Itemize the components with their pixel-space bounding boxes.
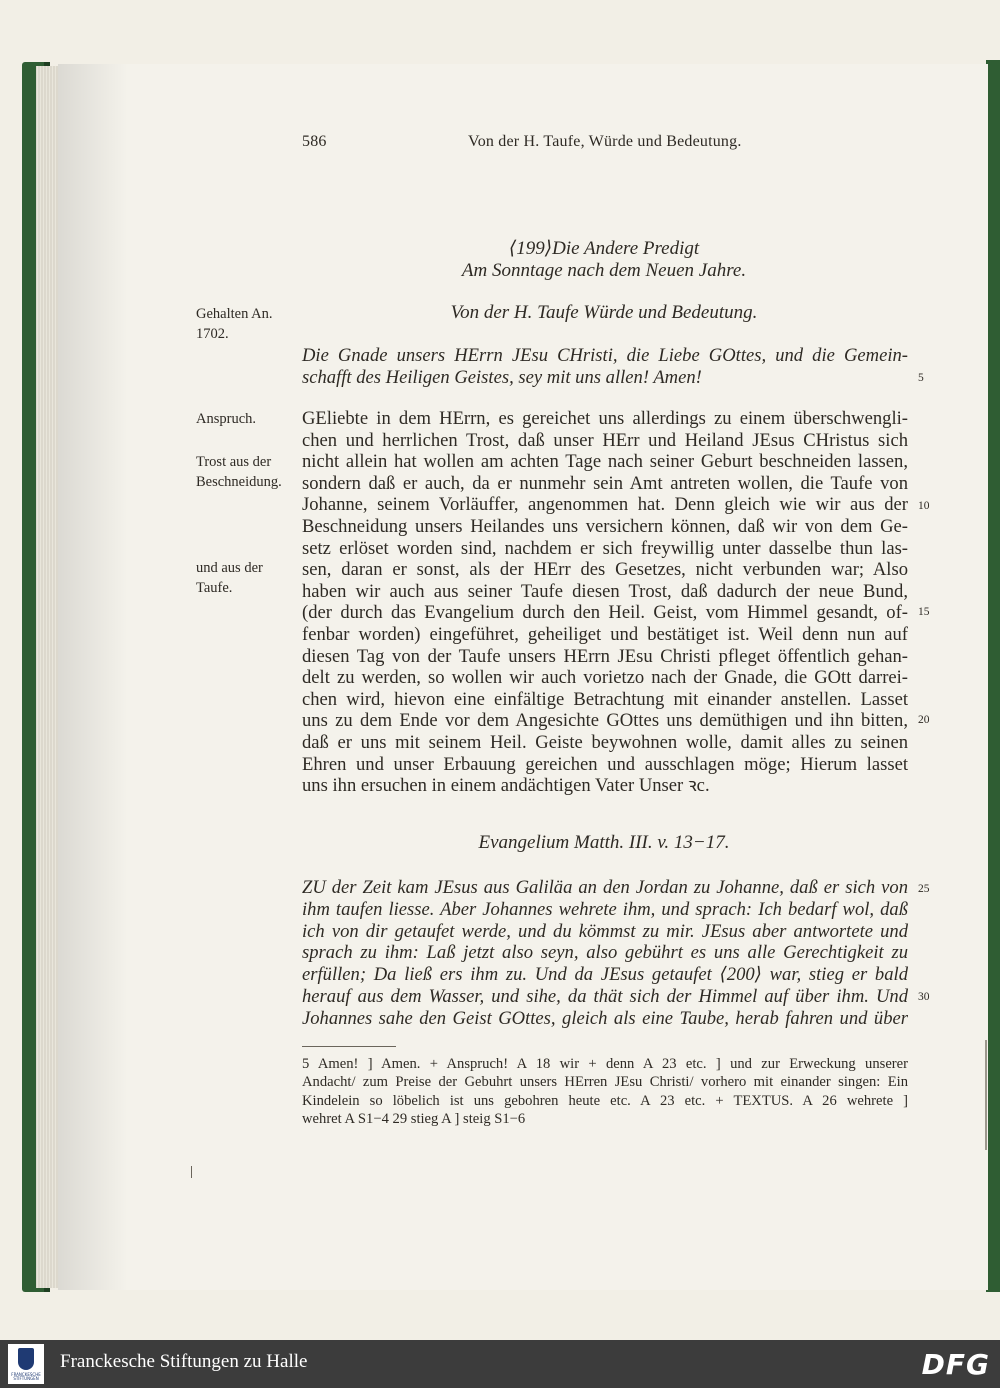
text-line: chen wird, hievon eine einfältige Betrachtung mit einander anstellen. Lasset xyxy=(302,688,908,710)
text-line: ihm taufen liesse. Aber Johannes wehrete ihm, und sprach: Ich bedarf wol, daß xyxy=(302,898,908,920)
text-line: schafft des Heiligen Geistes, sey mit uns allen! Amen! xyxy=(302,366,702,388)
text-line: (der durch das Evangelium durch den Heil. Geist, vom Himmel gesandt, of- xyxy=(302,602,908,624)
line-number: 30 xyxy=(918,991,930,1003)
text-line: uns ihn ersuchen in einem andächtigen Vater Unser ꝛc. xyxy=(302,775,710,797)
text-line: Die Gnade unsers HErrn JEsu CHristi, die Liebe GOttes, und die Gemein- xyxy=(302,345,908,366)
text-line: Beschneidung unsers Heilandes uns versichern können, daß wir von dem Ge- xyxy=(302,515,908,537)
text-line: nicht allein hat wollen am achten Tage nach seiner Geburt beschneiden lassen, xyxy=(302,451,908,473)
margin-note-claim: Anspruch. xyxy=(196,411,257,427)
text-line: delt zu werden, so wollen wir auch vorietzo nach der Gnade, die GOtt darrei- xyxy=(302,667,908,689)
margin-note-line: Trost aus der xyxy=(196,454,272,470)
text-line: erfüllen; Da ließ ers ihm zu. Und da JEsus getaufet ⟨200⟩ war, stieg er bald xyxy=(302,964,908,986)
gospel-text xyxy=(302,877,908,1030)
text-line: diesen Tag von der Taufe unsers HErrn JEsu Christi pfleget öffentlich gehan- xyxy=(302,645,908,667)
francke-foundation-logo[interactable] xyxy=(8,1344,44,1384)
margin-tick xyxy=(191,1166,192,1178)
line-number: 15 xyxy=(918,606,930,618)
text-line: Ehren und unser Erbauung gereichen und ausschlagen möge; Hierum lasset xyxy=(302,753,908,775)
logo-text xyxy=(9,1373,43,1382)
footnote-rule xyxy=(302,1046,396,1047)
margin-note-comfort xyxy=(196,452,282,492)
line-number: 5 xyxy=(918,372,924,384)
footnotes-apparatus xyxy=(302,1055,908,1129)
gospel-heading: Evangelium Matth. III. v. 13−17. xyxy=(478,832,730,853)
margin-note-line: Beschneidung. xyxy=(196,474,282,490)
text-line: setz erlöset worden sind, nachdem er sich freywillig unter dasselbe thun las- xyxy=(302,537,908,559)
text-line: chen und herrlichen Trost, daß unser HErr und Heiland JEsus CHristus sich xyxy=(302,429,908,451)
book-cover-edge xyxy=(986,60,1000,1292)
text-line: ich von dir getaufet werde, und du kömmst zu mir. JEsus aber antwortete und xyxy=(302,920,908,942)
text-line: sprach zu ihm: Laß jetzt also seyn, also gebührt es uns alle Gerechtigkeit zu xyxy=(302,942,908,964)
text-line: sen, daran er sonst, als der HErr des Gesetzes, nicht verbunden war; Also xyxy=(302,559,908,581)
margin-note-line: und aus der xyxy=(196,560,263,576)
sermon-title: ⟨199⟩Die Andere Predigt xyxy=(508,238,700,259)
footnote-line: Kindelein so löbelich ist uns gebohren heute etc. A 23 etc. + TEXTUS. A 26 wehrete ] xyxy=(302,1092,908,1109)
text-line: GEliebte in dem HErrn, es gereichet uns allerdings zu einem überschwengli- xyxy=(302,408,908,429)
orphanage-emblem-icon xyxy=(18,1348,34,1370)
sermon-theme: Von der H. Taufe Würde und Bedeutung. xyxy=(450,302,758,323)
line-number: 25 xyxy=(918,883,930,895)
page-fold-mark xyxy=(985,1040,987,1150)
text-line: uns zu dem Ende vor dem Angesichte GOttes uns demüthigen und ihn bitten, xyxy=(302,710,908,732)
running-head: Von der H. Taufe, Würde und Bedeutung. xyxy=(468,133,742,150)
text-line: haben wir auch aus seiner Taufe diesen Trost, daß dadurch der neue Bund, xyxy=(302,580,908,602)
line-number: 20 xyxy=(918,714,930,726)
footnote-line: Andacht/ zum Preise der Gebuhrt unsers HErren JEsu Christi/ vorhero mit einander singen: Ein xyxy=(302,1074,908,1091)
text-line: Johanne, seinem Vorläuffer, angenommen hat. Denn gleich wie wir aus der xyxy=(302,494,908,516)
text-line: fenbar worden) eingeführet, geheiliget und bestätiget ist. Weil denn nun auf xyxy=(302,623,908,645)
institution-name[interactable]: Franckesche Stiftungen zu Halle xyxy=(60,1351,308,1372)
page-edges xyxy=(36,66,60,1288)
margin-note-baptism xyxy=(196,558,263,598)
page-number: 586 xyxy=(302,133,327,150)
margin-note-line: 1702. xyxy=(196,326,229,342)
logo-text-line: STIFTUNGEN xyxy=(13,1376,39,1382)
logo-text-line: FRANCKESCHE xyxy=(11,1372,41,1377)
sermon-paragraph xyxy=(302,408,908,797)
margin-note-line: Gehalten An. xyxy=(196,306,273,322)
dfg-logo[interactable]: DFG xyxy=(921,1348,990,1381)
text-line: daß er uns mit seinem Heil. Geiste beywohnen wolle, damit alles zu seinen xyxy=(302,731,908,753)
text-line: herauf aus dem Wasser, und sihe, da thät sich der Himmel auf über ihm. Und xyxy=(302,985,908,1007)
footnote-line: wehret A S1−4 29 stieg A ] steig S1−6 xyxy=(302,1111,526,1128)
text-line: Johannes sahe den Geist GOttes, gleich als eine Taube, herab fahren und über xyxy=(302,1007,908,1029)
viewer-footer-bar xyxy=(0,1340,1000,1388)
footnote-line: 5 Amen! ] Amen. + Anspruch! A 18 wir + denn A 23 etc. ] und zur Erweckung unserer xyxy=(302,1056,908,1072)
margin-note-held xyxy=(196,304,273,344)
text-line: ZU der Zeit kam JEsus aus Galiläa an den Jordan zu Johanne, daß er sich von xyxy=(302,877,908,898)
line-number: 10 xyxy=(918,500,930,512)
text-line: sondern daß er auch, da er nunmehr sein Amt antreten wollen, die Taufe von xyxy=(302,472,908,494)
margin-note-line: Taufe. xyxy=(196,580,233,596)
salutation xyxy=(302,345,908,389)
sermon-occasion: Am Sonntage nach dem Neuen Jahre. xyxy=(461,260,747,281)
